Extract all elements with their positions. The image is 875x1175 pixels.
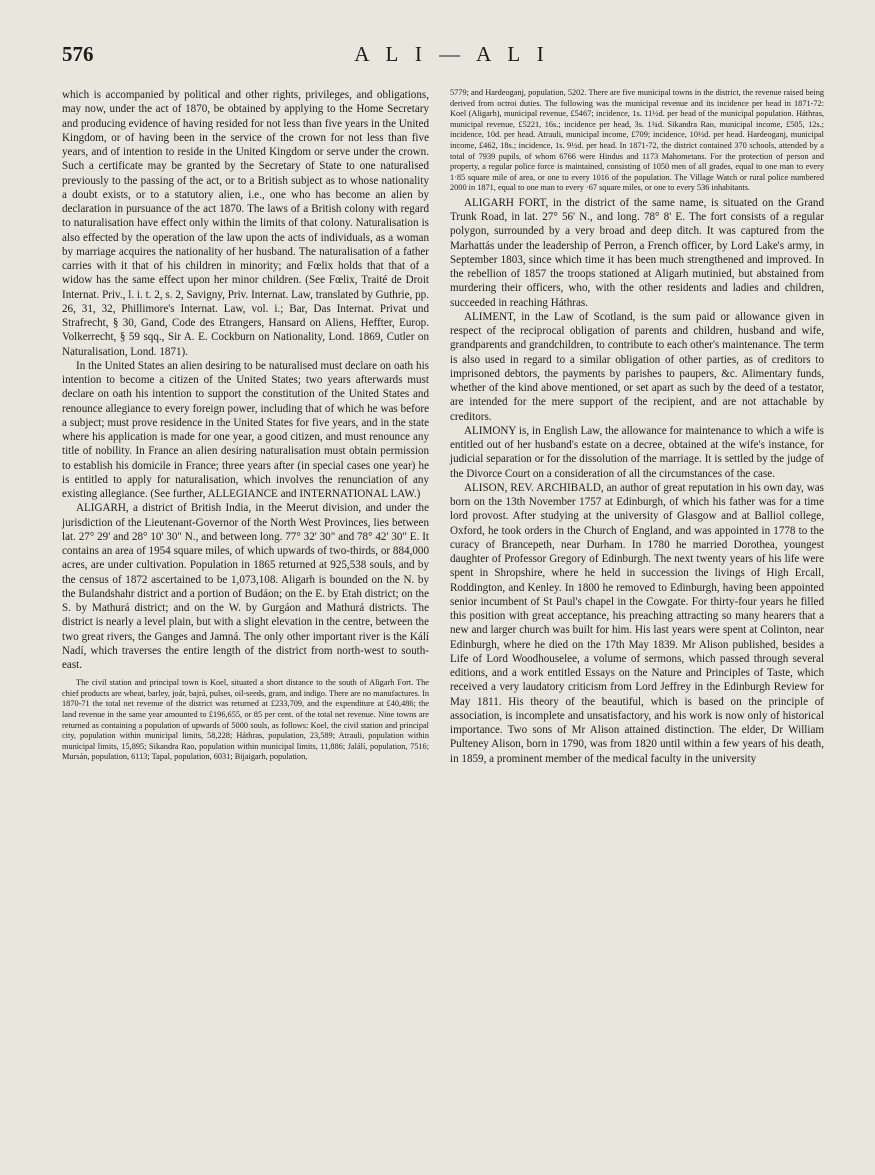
page-number: 576	[62, 42, 94, 66]
aligarh-fort-entry: ALIGARH FORT, in the district of the same name, is situated on the Grand Trunk Road, in lat. 27° 56' N., and long. 78° 8' E. The fort consists of a regular polygon, surrounded by a very broad and deep ditch. It was captured from the Marhattás under the leadership of Perron, a French officer, by Lord Lake's army, in September 1803, since which time it has been much strengthened and improved. In the rebellion of 1857 the troops stationed at Aligarh mutinied, but abstained from murdering their officers, who, with the other residents and ladies and children, succeeded in reaching Háthras.	[450, 196, 824, 309]
aliment-entry: ALIMENT, in the Law of Scotland, is the sum paid or allowance given in respect of the reciprocal obligation of parents and children, husband and wife, grandparents and grandchildren, to contribute to each other's maintenance. The term is also used in regard to a similar obligation of other parties, as of creditors to imprisoned debtors, the payments by parishes to paupers, &c. Alimentary funds, whether of the kind above mentioned, or set apart as such by the deed of a testator, are intended for the mere support of the recipient, and are not attachable by creditors.	[450, 310, 824, 423]
alison-archibald-entry: ALISON, REV. ARCHIBALD, an author of great reputation in his own day, was born on the 13th November 1757 at Edinburgh, of which his father was for a time lord provost. After studying at the university of Glasgow and at Balliol college, Oxford, he took orders in the Church of England, and was appointed in 1778 to the curacy of Brancepeth, near Durham. In 1780 he married Dorothea, youngest daughter of Professor Gregory of Edinburgh. The next twenty years of his life were spent in Shropshire, where he held in succession the livings of High Ercall, Roddington, and Kenley. In 1800 he removed to Edinburgh, having been appointed senior incumbent of St Paul's chapel in the Cowgate. For thirty-four years he filled this position with great acceptance, his preaching attracting so many hearers that a new and larger church was built for him. His last years were spent at Colinton, near Edinburgh, where he died on the 17th May 1839. Mr Alison published, besides a Life of Lord Woodhouselee, a volume of sermons, which passed through several editions, and a work entitled Essays on the Nature and Principles of Taste, which received a very laudatory criticism from Lord Jeffrey in the Edinburgh Review for May 1811. His theory of the beautiful, which is based on the principle of association, is incomplete and unsatisfactory, and his work is now only of historical importance. Two sons of Mr Alison attained distinction. The elder, Dr William Pulteney Alison, born in 1790, was from 1820 until within a few years of his death, in 1859, a prominent member of the medical faculty in the university	[450, 481, 824, 765]
aligarh-note: The civil station and principal town is Koel, situated a short distance to the south of Aligarh Fort. The chief products are wheat, barley, joár, bajrá, pulses, oil-seeds, gram, and indigo. There are no manufactures. In 1870-71 the total net revenue of the district was returned at £233,709, and the expenditure at £40,486; the land revenue in the same year amounted to £196,655, or 85 per cent. of the total net revenue. Nine towns are returned as containing a population of upwards of 5000 souls, as follows: Koel, the civil station and principal city, population within municipal limits, 58,228; Háthras, population, 23,589; Atrauli, population within municipal limits, 15,895; Sikandra Rao, population within municipal limits, 11,886; Jalálí, population, 7516; Mursán, population, 6113; Tapal, population, 6031; Bijaigarh, population,	[62, 678, 429, 762]
running-title: A L I — A L I	[354, 42, 550, 66]
united-states-naturalisation-paragraph: In the United States an alien desiring to be naturalised must declare on oath his intention to become a citizen of the United States; two years afterwards must declare on oath his intention to support the constitution of the United States and renounce allegiance to every foreign power, including that of which he was before a subject; must prove residence in the United States for five years, and in the state where his application is made for one year, a good citizen, and must renounce any title of nobility. In France an alien desiring naturalisation must obtain permission to establish his domicile in France; three years after (in special cases one year) he is entitled to apply for naturalisation, which involves the renunciation of any existing allegiance. (See further, ALLEGIANCE and INTERNATIONAL LAW.)	[62, 359, 429, 500]
alimony-entry: ALIMONY is, in English Law, the allowance for maintenance to which a wife is entitled out of her husband's estate on a decree, obtained at the wife's instance, for judicial separation or for the dissolution of the marriage. It is settled by the judge of the Divorce Court on a consideration of all the circumstances of the case.	[450, 424, 824, 480]
naturalisation-continued-paragraph: which is accompanied by political and other rights, privileges, and obligations, may now, under the act of 1870, be obtained by applying to the Home Secretary and producing evidence of having resided for not less than five years in the United Kingdom, or of having been in the service of the crown for not less than five years, and of intention to reside in the United Kingdom or serve under the crown. Such a certificate may be granted by the Secretary of State to one naturalised previously to the passing of the act, or to a British subject as to whose nationality a doubt exists, or to a statutory alien, i.e., one who has become an alien by declaration in pursuance of the act 1870. The laws of a British colony with regard to naturalisation have effect only within the limits of that colony. Naturalisation is also effected by the operation of the law upon the acts of individuals, as a woman by marriage acquires the nationality of her husband. The naturalisation of a father carries with it that of his children in minority; and Fœlix holds that that of a widow has the same effect upon her minor children. (See Fœlix, Traité de Droit Internat. Priv., l. i. t. 2, s. 2, Savigny, Priv. Internat. Law, translated by Guthrie, pp. 26, 31, 32, Phillimore's Internat. Law, vol. i.; Bar, Das Internat. Privat und Strafrecht, § 30, Gand, Code des Etrangers, Hansard on Aliens, Heffter, Europ. Volkerrecht, § 59 sqq., Sir A. E. Cockburn on Nationality, Lond. 1869, Cutler on Naturalisation, Lond. 1871).	[62, 89, 429, 358]
left-column	[62, 88, 429, 763]
aligarh-entry: ALIGARH, a district of British India, in the Meerut division, and under the jurisdiction of the Lieutenant-Governor of the North West Provinces, lies between lat. 27° 29' and 28° 10' 30" N., and between long. 77° 32' 30" and 78° 42' 30" E. It contains an area of 1954 square miles, of which upwards of two-thirds, or 884,000 acres, are under cultivation. Population in 1865 returned at 925,538 souls, and by the census of 1872 ascertained to be 1,073,108. Aligarh is bounded on the N. by the Bulandshahr district and a portion of Budáon; on the E. by Etah district; on the S. by Mathurá district; and on the W. by Gurgáon and Mathurá districts. The district is nearly a level plain, but with a slight elevation in the centre, between the two great rivers, the Ganges and Jamná. The only other important river is the Kálí Nadí, which traverses the entire length of the district from north-west to south-east.	[62, 502, 429, 671]
aligarh-note-continued: 5779; and Hardeoganj, population, 5202. There are five municipal towns in the district, the revenue raised being derived from octroi duties. The following was the municipal revenue and its incidence per head in 1871-72: Koel (Aligarh), municipal revenue, £5467; incidence, 1s. 11½d. per head of the municipal population. Háthras, municipal revenue, £5221, 16s.; incidence per head, 3s. 1¾d. Sikandra Rao, municipal income, £505, 12s.; incidence, 10d. per head. Atrauli, municipal income, £709; incidence, 10½d. per head. Hardeoganj, municipal income, £462, 18s.; incidence, 1s. 9½d. per head. In 1871-72, the district contained 370 schools, attended by a total of 7939 pupils, of whom 6766 were Hindus and 1173 Mahometans. For the protection of person and property, a regular police force is maintained, consisting of 1050 men of all grades, equal to one man to every 1·85 square mile of area, or one to every 1016 of the population. The Village Watch or rural police numbered 2000 in 1871, equal to one man to every ·67 square miles, or one to every 536 inhabitants.	[450, 88, 824, 193]
page-header	[62, 42, 842, 72]
right-column	[450, 88, 824, 766]
